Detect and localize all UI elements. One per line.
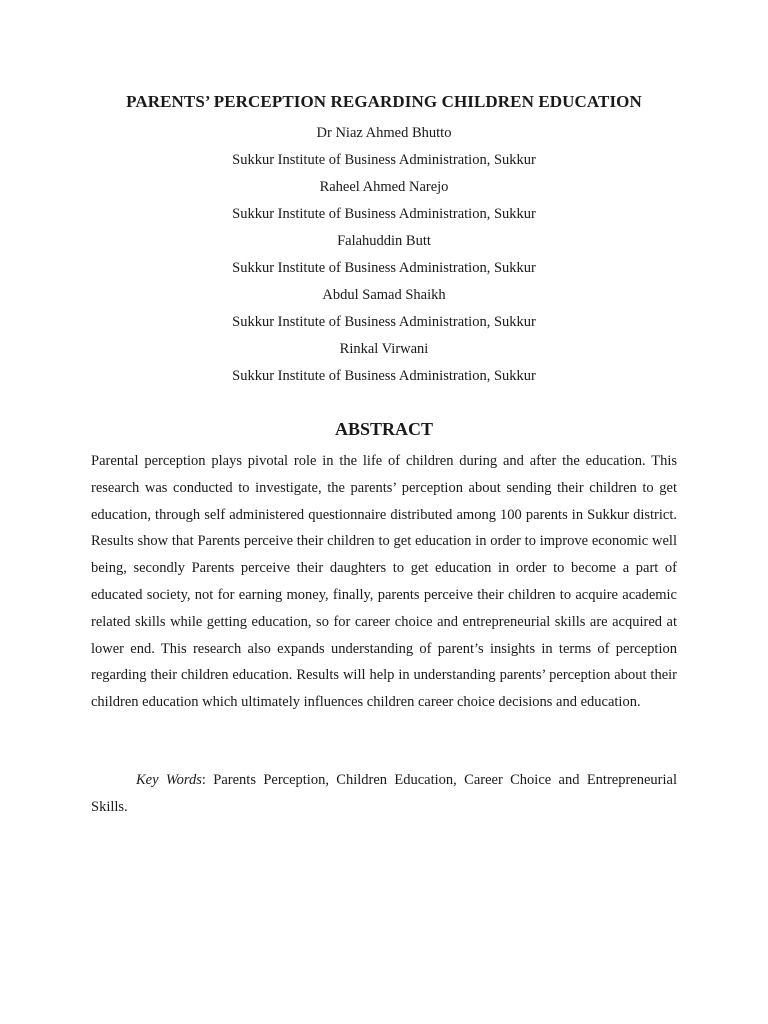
abstract-heading: ABSTRACT xyxy=(334,419,434,439)
keywords-label: Key Words xyxy=(136,772,202,788)
author-affiliation: Sukkur Institute of Business Administration, Sukkur xyxy=(232,152,536,168)
paper-title: PARENTS’ PERCEPTION REGARDING CHILDREN EDUCATION xyxy=(126,92,642,111)
author-name: Dr Niaz Ahmed Bhutto xyxy=(316,125,452,141)
abstract-text: Parental perception plays pivotal role in the life of children during and after the education. This research was conducted to investigate, the parents’ perception about sending their children to get education, through self administered questionnaire distributed among 100 parents in Sukkur district. Results show that Parents perceive their children to get education in order to improve economic well being, secondly Parents perceive their daughters to get education in order to become a part of educated society, not for earning money, finally, parents perceive their children to acquire academic related skills while getting education, so for career choice and entrepreneurial skills are acquired at lower end. This research also expands understanding of parent’s insights in terms of perception regarding their children education. Results will help in understanding parents’ perception about their children education which ultimately influences children career choice decisions and education. xyxy=(91,453,677,711)
keywords-separator: : xyxy=(201,772,214,788)
keywords-text: Parents Perception, Children Education, Career Choice and Entrepreneurial Skills. xyxy=(91,772,677,815)
author-name: Raheel Ahmed Narejo xyxy=(319,179,449,195)
author-affiliation: Sukkur Institute of Business Administration, Sukkur xyxy=(232,260,536,276)
author-list xyxy=(0,123,768,393)
author-name: Falahuddin Butt xyxy=(337,233,431,249)
keywords-paragraph xyxy=(91,767,677,821)
author-affiliation: Sukkur Institute of Business Administration, Sukkur xyxy=(232,314,536,330)
author-affiliation: Sukkur Institute of Business Administration, Sukkur xyxy=(232,206,536,222)
author-name: Rinkal Virwani xyxy=(339,341,429,357)
author-affiliation: Sukkur Institute of Business Administration, Sukkur xyxy=(232,368,536,384)
author-name: Abdul Samad Shaikh xyxy=(322,287,446,303)
